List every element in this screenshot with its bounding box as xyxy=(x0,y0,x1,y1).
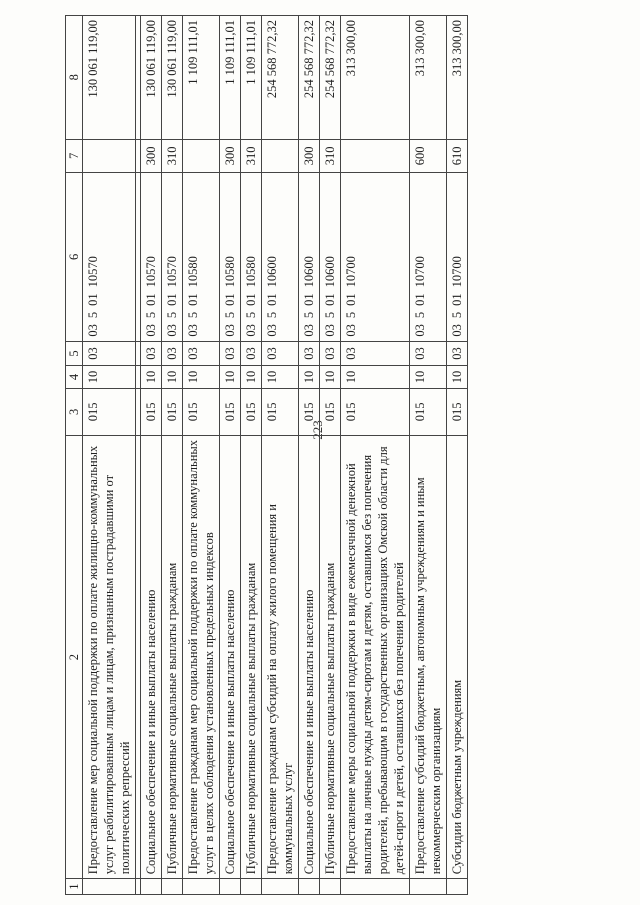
cell-amount: 130 061 119,00 xyxy=(83,16,136,140)
cell-name: Предоставление мер социальной поддержки по оплате жилищно-коммунальных услуг реабилитированным лицам и лицам, признанным пострадавшими от политических репрессий xyxy=(83,435,136,878)
cell-col4: 10 xyxy=(141,366,162,388)
cell-col5: 03 xyxy=(320,341,341,366)
target-article-part: 10700 xyxy=(413,256,427,288)
cell-col5: 03 xyxy=(141,341,162,366)
cell-col5: 03 xyxy=(341,341,410,366)
cell-col3: 015 xyxy=(141,388,162,435)
cell-expense-type: 300 xyxy=(141,139,162,173)
cell-col-1 xyxy=(241,879,262,895)
cell-name: Предоставление меры социальной поддержки в виде ежемесячной денежной выплаты на личные нужды детям-сиротам и детям, оставшимся без попечения родителей, пребывающим в государственных организациях Омской области для детей-сирот и детей, оставшихся без попечения родителей xyxy=(341,435,410,878)
cell-col4: 10 xyxy=(262,366,299,388)
cell-amount: 130 061 119,00 xyxy=(141,16,162,140)
target-article-part: 01 xyxy=(165,293,179,306)
cell-target-article xyxy=(141,173,162,341)
cell-amount: 1 109 111,01 xyxy=(183,16,220,140)
table-row xyxy=(141,16,162,895)
target-article-part: 01 xyxy=(302,293,316,306)
cell-target-article xyxy=(447,173,468,341)
target-article-part: 01 xyxy=(186,293,200,306)
header-col-3: 3 xyxy=(66,388,83,435)
cell-col5: 03 xyxy=(299,341,320,366)
header-col-5: 5 xyxy=(66,341,83,366)
cell-target-article xyxy=(299,173,320,341)
cell-col4: 10 xyxy=(320,366,341,388)
cell-col-1 xyxy=(447,879,468,895)
table-row xyxy=(83,16,136,895)
table-header-row xyxy=(66,16,83,895)
cell-amount: 254 568 772,32 xyxy=(262,16,299,140)
cell-expense-type: 300 xyxy=(220,139,241,173)
target-article-part: 5 xyxy=(223,311,237,319)
rotated-table-wrapper xyxy=(65,15,605,895)
target-article-part: 03 xyxy=(244,324,258,337)
target-article-part: 03 xyxy=(223,324,237,337)
cell-target-article xyxy=(183,173,220,341)
target-article-part: 10580 xyxy=(186,256,200,288)
cell-target-article xyxy=(241,173,262,341)
page-number: 223 xyxy=(310,420,325,440)
cell-expense-type: 310 xyxy=(162,139,183,173)
target-article-part: 5 xyxy=(344,311,358,319)
target-article-part: 10700 xyxy=(450,256,464,288)
target-article-part: 10580 xyxy=(244,256,258,288)
cell-col4: 10 xyxy=(341,366,410,388)
target-article-part: 01 xyxy=(265,293,279,306)
cell-col5: 03 xyxy=(220,341,241,366)
cell-name: Публичные нормативные социальные выплаты гражданам xyxy=(162,435,183,878)
cell-target-article xyxy=(320,173,341,341)
table-row xyxy=(410,16,447,895)
cell-expense-type xyxy=(262,139,299,173)
table-body xyxy=(83,16,468,895)
target-article-part: 01 xyxy=(244,293,258,306)
cell-col5: 03 xyxy=(183,341,220,366)
cell-col-1 xyxy=(183,879,220,895)
target-article-part: 03 xyxy=(413,324,427,337)
table-row xyxy=(220,16,241,895)
cell-col3: 015 xyxy=(162,388,183,435)
table-row xyxy=(162,16,183,895)
header-col-8: 8 xyxy=(66,16,83,140)
target-article-part: 03 xyxy=(165,324,179,337)
cell-col3: 015 xyxy=(447,388,468,435)
target-article-part: 5 xyxy=(186,311,200,319)
header-col-4: 4 xyxy=(66,366,83,388)
target-article-part: 10600 xyxy=(265,256,279,288)
cell-col4: 10 xyxy=(183,366,220,388)
table-row xyxy=(183,16,220,895)
target-article-part: 03 xyxy=(186,324,200,337)
cell-amount: 313 300,00 xyxy=(341,16,410,140)
target-article-part: 03 xyxy=(144,324,158,337)
header-col-2: 2 xyxy=(66,435,83,878)
target-article-part: 10570 xyxy=(144,256,158,288)
target-article-part: 10570 xyxy=(165,256,179,288)
cell-col5: 03 xyxy=(447,341,468,366)
cell-col4: 10 xyxy=(220,366,241,388)
cell-expense-type: 300 xyxy=(299,139,320,173)
cell-amount: 254 568 772,32 xyxy=(299,16,320,140)
cell-amount: 1 109 111,01 xyxy=(241,16,262,140)
cell-expense-type: 310 xyxy=(320,139,341,173)
target-article-part: 01 xyxy=(344,293,358,306)
cell-amount: 130 061 119,00 xyxy=(162,16,183,140)
cell-expense-type: 600 xyxy=(410,139,447,173)
cell-expense-type: 310 xyxy=(241,139,262,173)
cell-col3: 015 xyxy=(410,388,447,435)
cell-name: Социальное обеспечение и иные выплаты населению xyxy=(220,435,241,878)
cell-col-1 xyxy=(299,879,320,895)
cell-col5: 03 xyxy=(241,341,262,366)
cell-name: Публичные нормативные социальные выплаты гражданам xyxy=(241,435,262,878)
target-article-part: 03 xyxy=(265,324,279,337)
cell-col3: 015 xyxy=(220,388,241,435)
cell-name: Субсидии бюджетным учреждениям xyxy=(447,435,468,878)
target-article-part: 01 xyxy=(144,293,158,306)
cell-col5: 03 xyxy=(410,341,447,366)
cell-name: Предоставление гражданам мер социальной поддержки по оплате коммунальных услуг в целях соблюдения установленных предельных индексов xyxy=(183,435,220,878)
header-col-1: 1 xyxy=(66,879,83,895)
cell-name: Предоставление субсидий бюджетным, автономным учреждениям и иным некоммерческим организациям xyxy=(410,435,447,878)
cell-name: Предоставление гражданам субсидий на оплату жилого помещения и коммунальных услуг xyxy=(262,435,299,878)
target-article-part: 10700 xyxy=(344,256,358,288)
cell-col-1 xyxy=(220,879,241,895)
cell-col3: 015 xyxy=(83,388,136,435)
target-article-part: 5 xyxy=(165,311,179,319)
table-row xyxy=(447,16,468,895)
cell-target-article xyxy=(262,173,299,341)
cell-target-article xyxy=(83,173,136,341)
target-article-part: 01 xyxy=(323,293,337,306)
header-col-6: 6 xyxy=(66,173,83,341)
target-article-part: 03 xyxy=(450,324,464,337)
cell-name: Социальное обеспечение и иные выплаты населению xyxy=(299,435,320,878)
cell-amount: 1 109 111,01 xyxy=(220,16,241,140)
cell-name: Публичные нормативные социальные выплаты гражданам xyxy=(320,435,341,878)
cell-col-1 xyxy=(262,879,299,895)
target-article-part: 10600 xyxy=(302,256,316,288)
cell-col-1 xyxy=(410,879,447,895)
table-row xyxy=(341,16,410,895)
cell-expense-type xyxy=(183,139,220,173)
cell-expense-type xyxy=(83,139,136,173)
cell-col4: 10 xyxy=(299,366,320,388)
target-article-part: 10570 xyxy=(86,256,100,288)
cell-col-1 xyxy=(83,879,136,895)
cell-col3: 015 xyxy=(262,388,299,435)
cell-target-article xyxy=(410,173,447,341)
target-article-part: 5 xyxy=(144,311,158,319)
cell-col4: 10 xyxy=(410,366,447,388)
cell-col4: 10 xyxy=(83,366,136,388)
cell-expense-type: 610 xyxy=(447,139,468,173)
cell-target-article xyxy=(341,173,410,341)
target-article-part: 01 xyxy=(86,293,100,306)
target-article-part: 5 xyxy=(450,311,464,319)
cell-col-1 xyxy=(162,879,183,895)
target-article-part: 03 xyxy=(302,324,316,337)
cell-col-1 xyxy=(341,879,410,895)
cell-target-article xyxy=(162,173,183,341)
cell-col-1 xyxy=(320,879,341,895)
cell-amount: 313 300,00 xyxy=(410,16,447,140)
cell-col4: 10 xyxy=(162,366,183,388)
target-article-part: 03 xyxy=(86,324,100,337)
target-article-part: 5 xyxy=(265,311,279,319)
target-article-part: 03 xyxy=(323,324,337,337)
cell-col5: 03 xyxy=(162,341,183,366)
cell-col3: 015 xyxy=(341,388,410,435)
cell-col5: 03 xyxy=(262,341,299,366)
cell-amount: 254 568 772,32 xyxy=(320,16,341,140)
table-row xyxy=(320,16,341,895)
table-row xyxy=(299,16,320,895)
target-article-part: 5 xyxy=(302,311,316,319)
header-col-7: 7 xyxy=(66,139,83,173)
table-row xyxy=(262,16,299,895)
budget-table xyxy=(65,15,468,895)
target-article-part: 01 xyxy=(413,293,427,306)
cell-col3: 015 xyxy=(320,388,341,435)
target-article-part: 03 xyxy=(344,324,358,337)
cell-expense-type xyxy=(341,139,410,173)
target-article-part: 10600 xyxy=(323,256,337,288)
target-article-part: 5 xyxy=(413,311,427,319)
table-row xyxy=(241,16,262,895)
target-article-part: 01 xyxy=(450,293,464,306)
cell-name: Социальное обеспечение и иные выплаты населению xyxy=(141,435,162,878)
cell-col5: 03 xyxy=(83,341,136,366)
cell-col3: 015 xyxy=(241,388,262,435)
target-article-part: 10580 xyxy=(223,256,237,288)
target-article-part: 5 xyxy=(86,311,100,319)
cell-col3: 015 xyxy=(183,388,220,435)
cell-amount: 313 300,00 xyxy=(447,16,468,140)
cell-target-article xyxy=(220,173,241,341)
cell-col-1 xyxy=(141,879,162,895)
cell-col4: 10 xyxy=(241,366,262,388)
target-article-part: 5 xyxy=(323,311,337,319)
cell-col3: 015 xyxy=(299,388,320,435)
cell-col4: 10 xyxy=(447,366,468,388)
target-article-part: 5 xyxy=(244,311,258,319)
target-article-part: 01 xyxy=(223,293,237,306)
